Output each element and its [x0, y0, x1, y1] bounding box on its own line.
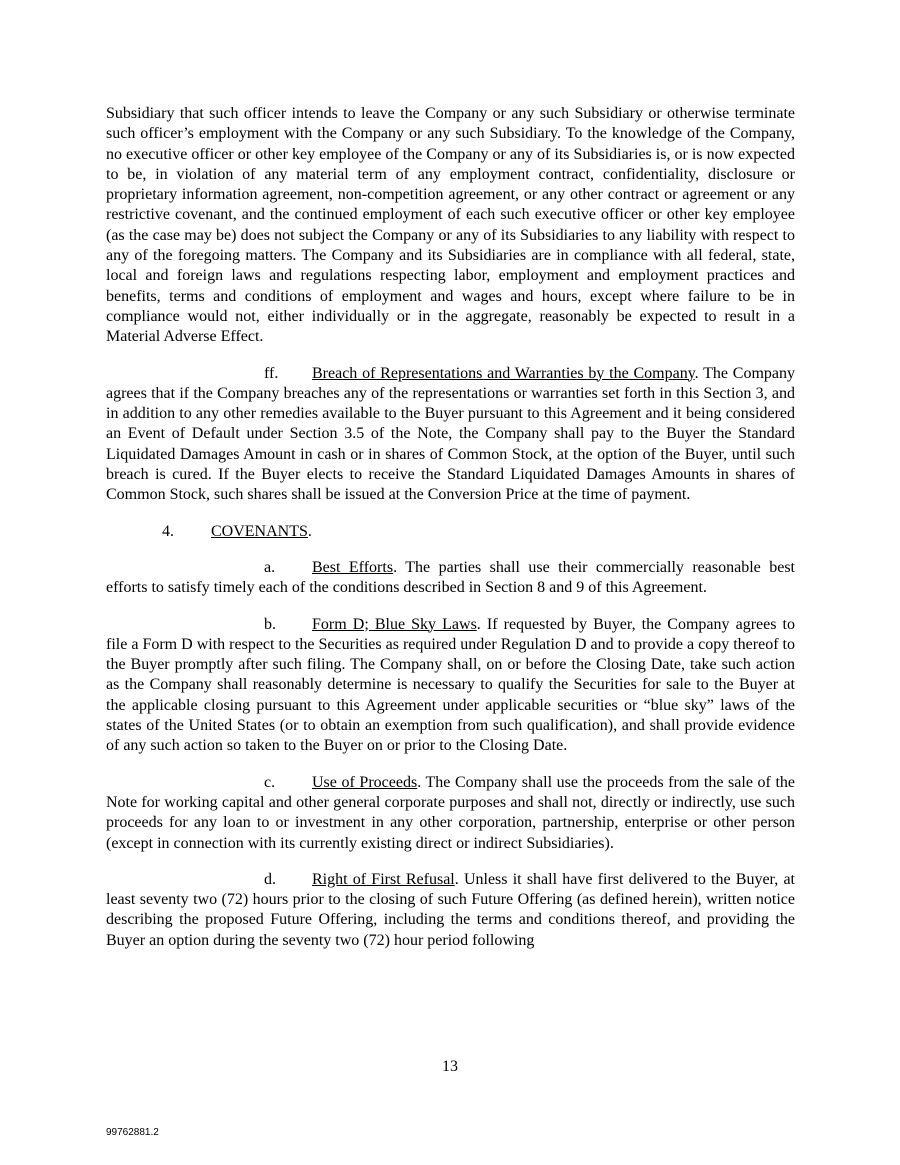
section-4d [106, 870, 795, 951]
section-number: 4. [162, 522, 174, 540]
section-label: ff. [264, 364, 279, 382]
section-text: . The Company agrees that if the Company breaches any of the representations or warranties set forth in this Section 3, and in addition to any other remedies available to the Buyer pursuant to this Agreement and it being considered an Event of Default under Section 3.5 of the Note, the Company shall pay to the Buyer the Standard Liquidated Damages Amount in cash or in shares of Common Stock, at the option of the Buyer, until such breach is cured. If the Buyer elects to receive the Standard Liquidated Damages Amounts in shares of Common Stock, such shares shall be issued at the Conversion Price at the time of payment. [106, 364, 795, 504]
paragraph-continuation: Subsidiary that such officer intends to leave the Company or any such Subsidiary or otherwise terminate such officer’s employment with the Company or any such Subsidiary. To the knowledge of the Company, no executive officer or other key employee of the Company or any of its Subsidiaries is, or is now expected to be, in violation of any material term of any employment contract, confidentiality, disclosure or proprietary information agreement, non-competition agreement, or any other contract or agreement or any restrictive covenant, and the continued employment of each such executive officer or other key employee (as the case may be) does not subject the Company or any of its Subsidiaries to any liability with respect to any of the foregoing matters. The Company and its Subsidiaries are in compliance with all federal, state, local and foreign laws and regulations respecting labor, employment and employment practices and benefits, terms and conditions of employment and wages and hours, except where failure to be in compliance would not, either individually or in the aggregate, reasonably be expected to result in a Material Adverse Effect. [106, 105, 795, 346]
section-heading: Best Efforts [312, 558, 394, 576]
section-label: c. [264, 773, 276, 791]
section-heading: Right of First Refusal [312, 870, 455, 888]
section-4 [106, 522, 795, 542]
section-label: d. [264, 870, 276, 888]
section-ff [106, 364, 795, 506]
section-label: b. [264, 615, 276, 633]
page-number: 13 [442, 1058, 458, 1075]
section-text: . The parties shall use their commercially reasonable best efforts to satisfy timely each of the conditions described in Section 8 and 9 of this Agreement. [106, 558, 795, 597]
section-title: COVENANTS [211, 522, 308, 540]
section-4c [106, 773, 795, 854]
section-4b [106, 615, 795, 757]
section-text: . If requested by Buyer, the Company agrees to file a Form D with respect to the Securities as required under Regulation D and to provide a copy thereof to the Buyer promptly after such filing. The Company shall, on or before the Closing Date, take such action as the Company shall reasonably determine is necessary to qualify the Securities for sale to the Buyer at the applicable closing pursuant to this Agreement under applicable securities or “blue sky” laws of the states of the United States (or to obtain an exemption from such qualification), and shall provide evidence of any such action so taken to the Buyer on or prior to the Closing Date. [106, 615, 795, 755]
section-heading: Form D; Blue Sky Laws [312, 615, 477, 633]
section-heading: Use of Proceeds [312, 773, 418, 791]
section-text: . The Company shall use the proceeds from the sale of the Note for working capital and other general corporate purposes and shall not, directly or indirectly, use such proceeds for any loan to or investment in any other corporation, partnership, enterprise or other person (except in connection with its currently existing direct or indirect Subsidiaries). [106, 773, 796, 852]
section-label: a. [264, 558, 276, 576]
section-title-period: . [307, 522, 312, 540]
document-body [106, 104, 795, 951]
section-heading: Breach of Representations and Warranties by the Company [312, 364, 695, 382]
section-4a [106, 558, 795, 599]
section-text: . Unless it shall have first delivered to the Buyer, at least seventy two (72) hours prior to the closing of such Future Offering (as defined herein), written notice describing the proposed Future Offering, including the terms and conditions thereof, and providing the Buyer an option during the seventy two (72) hour period following [106, 870, 796, 949]
document-id: 99762881.2 [106, 1127, 159, 1138]
